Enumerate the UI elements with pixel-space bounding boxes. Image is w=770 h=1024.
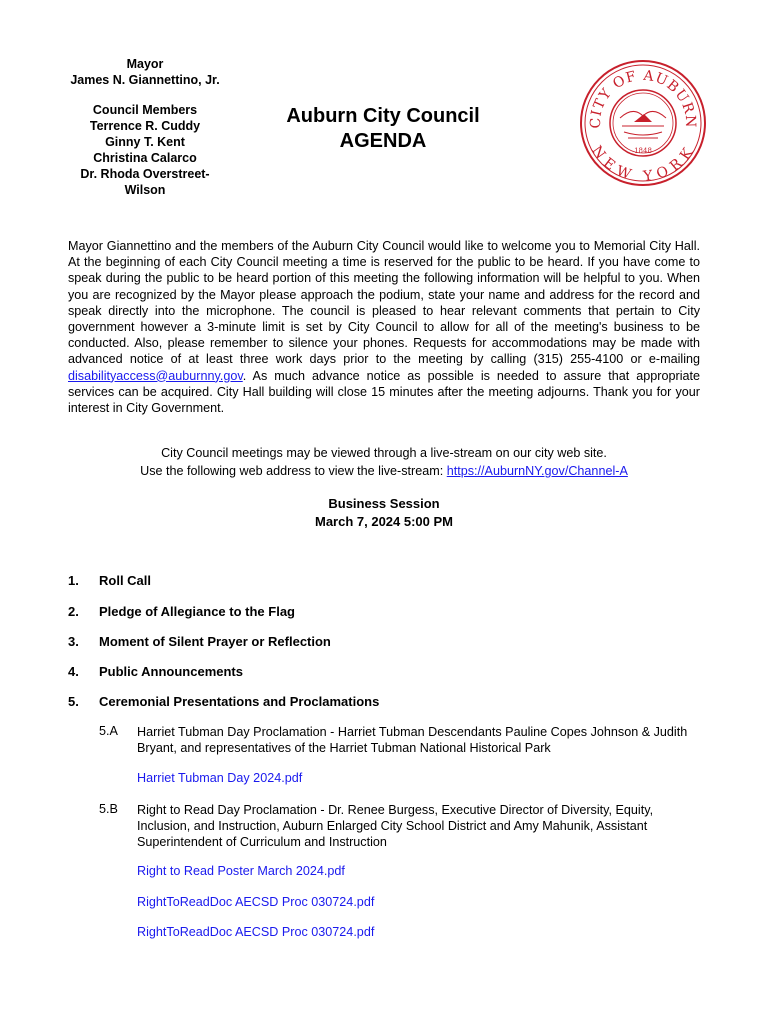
council-member: Ginny T. Kent	[105, 135, 185, 149]
agenda-item-label: Pledge of Allegiance to the Flag	[99, 604, 295, 619]
officials-block	[60, 56, 230, 198]
seal-year: 1848	[634, 147, 652, 155]
livestream-link[interactable]: https://AuburnNY.gov/Channel-A	[446, 464, 628, 478]
mayor-title: Mayor	[126, 57, 164, 71]
attachment-link[interactable]: Right to Read Poster March 2024.pdf	[137, 864, 345, 878]
agenda-item-number: 1.	[68, 573, 79, 588]
intro-text: Mayor Giannettino and the members of the Auburn City Council would like to welcome you to Memorial City Hall. At the beginning of each City Council meeting a time is reserved for the public to be heard. If you have come to speak during the public to be heard portion of this meeting the following information will be helpful to you. When you are recognized by the Mayor please approach the podium, state your name and address for the record and speak directly into the microphone. The council is pleased to hear relevant comments that pertain to City government however a 3-minute limit is set by City Council to allow for all of the meeting's business to be conducted. Also, please remember to silence your phones. Requests for accommodations may be made with advanced notice of at least three work days prior to the meeting by calling (315) 255-4100 or e-mailing	[68, 239, 700, 367]
email-link[interactable]: disabilityaccess@auburnny.gov	[68, 368, 243, 383]
attachment-link[interactable]: RightToReadDoc AECSD Proc 030724.pdf	[137, 925, 375, 939]
seal-bottom-text: NEW YORK	[588, 142, 698, 185]
attachment-link[interactable]: Harriet Tubman Day 2024.pdf	[137, 771, 303, 785]
livestream-line-2: Use the following web address to view the live-stream:	[140, 464, 447, 478]
council-member: Terrence R. Cuddy	[89, 119, 201, 133]
title-line-2: AGENDA	[339, 130, 427, 152]
council-member: Dr. Rhoda Overstreet-	[80, 167, 210, 181]
session-name: Business Session	[328, 496, 440, 511]
agenda-item-label: Public Announcements	[99, 664, 243, 679]
agenda-item-label: Roll Call	[99, 573, 152, 588]
agenda-item-label: Moment of Silent Prayer or Reflection	[99, 634, 331, 649]
intro-text-end: . As much advance notice as possible is needed to assure that appropriate services can be acquired. City Hall building will close 15 minutes after the meeting adjourns. Thank you for your interest in City Government.	[68, 368, 700, 416]
agenda-item-number: 5.	[68, 694, 79, 709]
council-title: Council Members	[92, 103, 198, 117]
title-line-1: Auburn City Council	[286, 105, 480, 127]
subitem-number: 5.A	[99, 724, 118, 738]
subitem-number: 5.B	[99, 802, 118, 816]
intro-paragraph	[68, 238, 700, 416]
subitem-text: Right to Read Day Proclamation - Dr. Renee Burgess, Executive Director of Diversity, Equity, Inclusion, and Instruction, Auburn Enlarged City School District and Amy Mahunik, Assistant Superintendent of Curriculum and Instruction	[137, 803, 654, 850]
livestream-line-1: City Council meetings may be viewed through a live-stream on our city web site.	[161, 446, 607, 460]
attachment-link[interactable]: RightToReadDoc AECSD Proc 030724.pdf	[137, 895, 375, 909]
agenda-item-label: Ceremonial Presentations and Proclamations	[99, 694, 380, 709]
mayor-name: James N. Giannettino, Jr.	[70, 73, 220, 87]
agenda-item-number: 4.	[68, 664, 79, 679]
session-heading	[68, 495, 700, 531]
session-datetime: March 7, 2024 5:00 PM	[314, 514, 454, 529]
subitem-text: Harriet Tubman Day Proclamation - Harriet Tubman Descendants Pauline Copes Johnson & Judith Bryant, and representatives of the Harriet Tubman National Historical Park	[137, 725, 688, 756]
council-member: Wilson	[124, 183, 166, 197]
agenda-item-number: 2.	[68, 604, 79, 619]
livestream-info	[68, 444, 700, 480]
council-member: Christina Calarco	[93, 151, 197, 165]
seal-top-text: CITY OF AUBURN	[587, 67, 699, 129]
city-seal	[578, 58, 708, 188]
agenda-item-number: 3.	[68, 634, 79, 649]
page-title	[272, 104, 494, 154]
